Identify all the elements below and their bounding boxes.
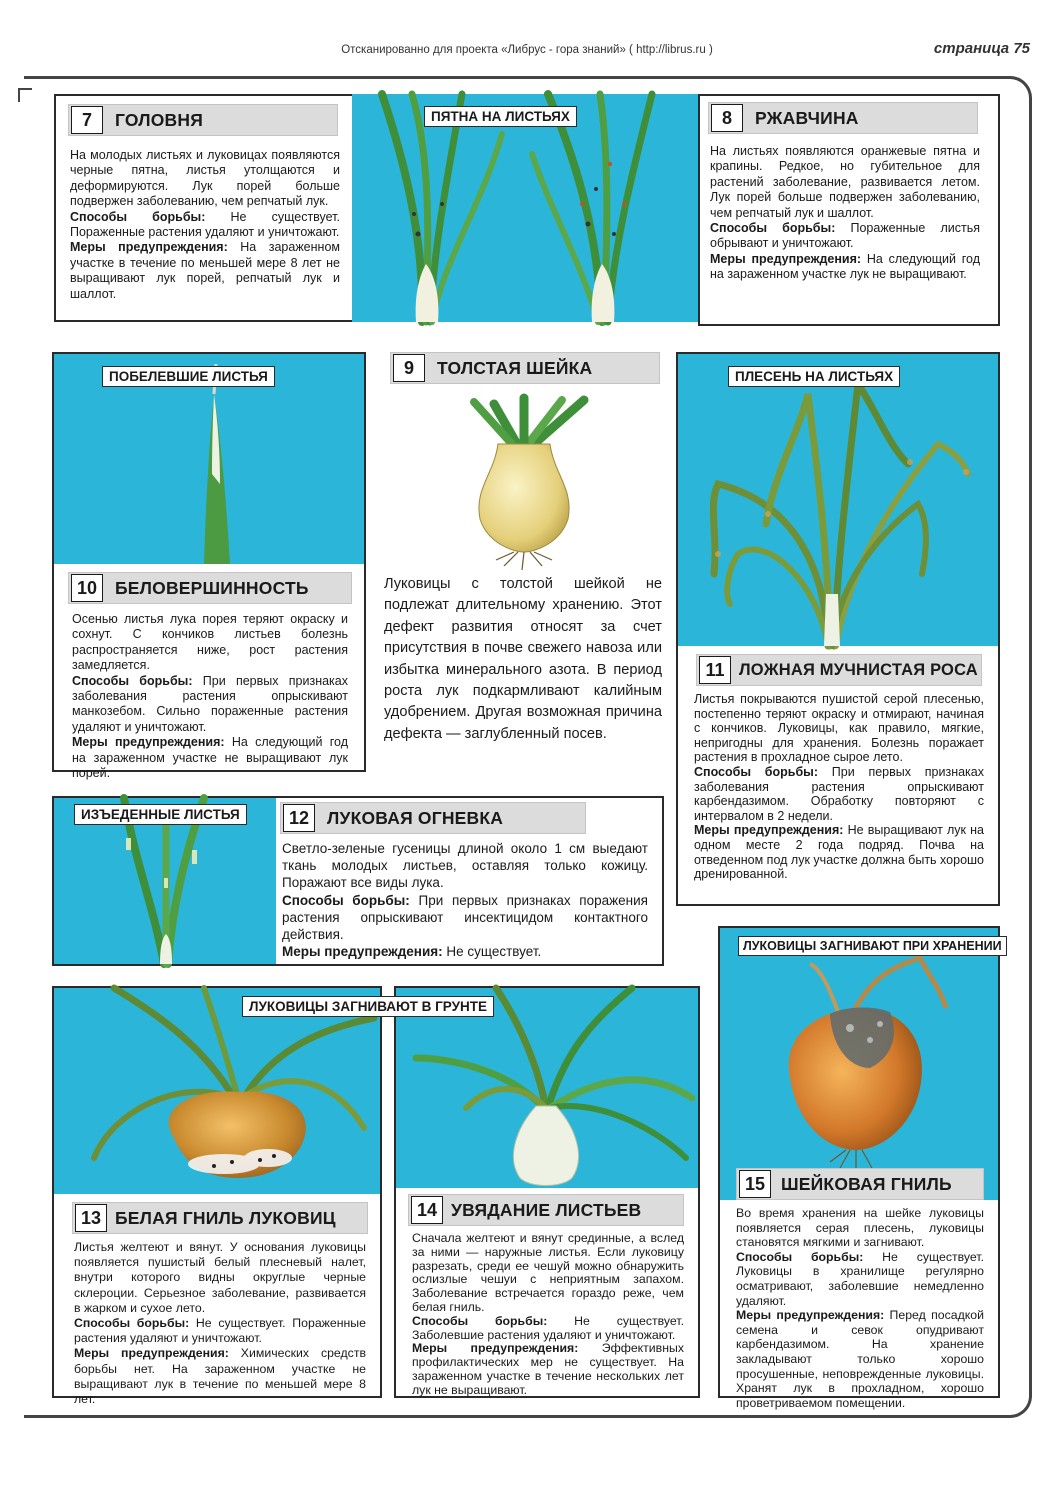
section-11-prev-label: Меры предупреждения: [694,823,844,838]
section-8-fight-label: Способы борьбы: [710,221,836,236]
thick-neck-onion-illustration [434,394,614,574]
section-12-box [52,796,664,966]
section-10-fight-label: Способы борьбы: [72,673,193,688]
section-7-title-bar [68,104,338,136]
mold-leaves-label: ПЛЕСЕНЬ НА ЛИСТЬЯХ [728,366,900,387]
section-10-prev-label: Меры предупреждения: [72,735,225,750]
section-14-text: Сначала желтеют и вянут срединные, а вслед за ними — наружные листья. Если луковицу разрезать, среди ее чешуй можно обнаружить ослизлые чешуи с неприятным запахом. Заболевание встречается гораздо реже, чем белая гниль. [412,1231,684,1314]
wilting-image [396,988,698,1188]
section-15-fight: Не существует. Луковицы в хранилище регулярно осматривают, заболевшие немедленно удаляют. [736,1249,984,1308]
section-7-prev: На зараженном участке в течение по меньшей мере 8 лет не выращивают лук порей, репчатый лук и шаллот. [70,240,340,301]
section-14-prev: Эффективных профилактических мер не существует. На зараженном участке в течение нескольких лет лук не выращивают. [412,1341,684,1397]
section-7-fight-label: Способы борьбы: [70,209,206,224]
section-13-prev-label: Меры предупреждения: [74,1346,229,1361]
section-13-number: 13 [75,1204,107,1232]
section-7-prev-label: Меры предупреждения: [70,240,228,255]
section-14-fight: Не существует. Заболевшие растения удаляют и уничтожают. [412,1313,684,1342]
section-12-prev: Не существует. [442,944,542,960]
section-15-prev-label: Меры предупреждения: [736,1308,885,1323]
section-14-number: 14 [411,1196,443,1224]
section-8-text: На листьях появляются оранжевые пятна и крапины. Редкое, но губительное для растений заболевание, развивается летом. Лук порей больше подвержен заболеванию, чем репчатый лук и шаллот. [710,144,980,220]
section-12-title-bar [280,802,586,834]
section-14-body [412,1232,684,1398]
section-8-prev-label: Меры предупреждения: [710,251,862,266]
neck-rot-onion-illustration [720,928,998,1200]
section-11-title-bar [696,654,982,686]
section-9-title-bar [390,352,660,384]
page-number: страница 75 [933,40,1030,57]
section-11-text: Листья покрываются пушистой серой плесенью, постепенно теряют окраску и отмирают, начиная с кончиков. Луковицы, как правило, мягкие, непригодны для хранения. Болезнь поражает растения в прохладное сырое лето. [694,692,984,765]
section-7-body [70,148,340,302]
section-12-title: ЛУКОВАЯ ОГНЕВКА [327,807,504,828]
section-12-prev-label: Меры предупреждения: [282,944,443,960]
section-14-box [394,986,700,1398]
section-11-number: 11 [699,656,731,684]
section-8-prev: На следующий год на зараженном участке лук не выращивают. [710,251,980,282]
section-13-title: БЕЛАЯ ГНИЛЬ ЛУКОВИЦ [115,1207,336,1228]
spots-leaves-image [352,94,698,322]
white-rot-onion-illustration [54,988,380,1194]
section-10-fight: При первых признаках заболевания растения опрыскивают манкозебом. Сильно пораженные растения удаляют и уничтожают. [72,673,348,734]
section-12-text: Светло-зеленые гусеницы длиной около 1 см выедают ткань молодых листьев, оставляя только кожицу. Поражают все виды лука. [282,841,648,891]
section-12-fight: При первых признаках поражения растения опрыскивают инсектицидом контактного действия. [282,892,648,943]
section-15-fight-label: Способы борьбы: [736,1249,864,1264]
section-15-body [736,1206,984,1410]
section-7-fight: Не существует. Пораженные растения удаляют и уничтожают. [70,209,340,240]
section-8-box [698,94,1000,326]
section-15-number: 15 [739,1170,771,1198]
section-15-prev: Перед посадкой семена и севок опудривают карбендазимом. На хранение закладывают только хорошо просушенные, неповрежденные луковицы. Хранят лук в прохладном, хорошо проветриваемом помещении. [736,1308,984,1410]
leek-spots-illustration [352,94,698,322]
section-13-box [52,986,382,1407]
scan-note: Отсканированно для проекта «Либрус - гора знаний» ( http://librus.ru ) [341,44,713,56]
wilting-onion-illustration [396,988,698,1188]
section-7-box [54,94,374,322]
mold-leek-illustration [678,354,998,646]
section-14-prev-label: Меры предупреждения: [412,1341,579,1356]
section-8-title: РЖАВЧИНА [755,107,859,128]
section-14-fight-label: Способы борьбы: [412,1313,548,1328]
whitened-leaves-image [54,354,364,564]
section-10-body [72,612,348,781]
section-8-body [710,144,980,283]
section-11-box [676,352,1000,906]
section-11-body [694,692,984,882]
section-13-text: Листья желтеют и вянут. У основания луковицы появляется пушистый белый плесневый налет, внутри которого видны округлые черные склероции. Серьезное заболевание, развивается в жарком и сухое лето. [74,1240,366,1315]
ground-rot-label: ЛУКОВИЦЫ ЗАГНИВАЮТ В ГРУНТЕ [242,996,494,1017]
section-10-number: 10 [71,574,103,602]
corner-mark [18,88,32,102]
mold-leaves-image [678,354,998,646]
storage-rot-label: ЛУКОВИЦЫ ЗАГНИВАЮТ ПРИ ХРАНЕНИИ [738,936,1007,956]
section-9-title: ТОЛСТАЯ ШЕЙКА [437,357,593,378]
section-11-fight-label: Способы борьбы: [694,764,819,779]
section-11-fight: При первых признаках заболевания растения опрыскивают карбендазимом. Обработку повторяют с интервалом в 2 недели. [694,764,984,823]
section-10-prev: На следующий год на зараженном участке не выращивают лук порей. [72,735,348,781]
section-10-title-bar [68,572,352,604]
section-13-prev: Химических средств борьбы нет. На зараженном участке не выращивают лук в течение по меньшей мере 8 лет. [74,1346,366,1407]
section-14-title: УВЯДАНИЕ ЛИСТЬЕВ [451,1199,642,1220]
section-13-title-bar [72,1202,368,1234]
section-12-body [282,840,648,960]
section-10-title: БЕЛОВЕРШИННОСТЬ [115,577,309,598]
section-14-title-bar [408,1194,684,1226]
section-10-text: Осенью листья лука порея теряют окраску и сохнут. С кончиков листьев болезнь распространяется ниже, рост растения замедляется. [72,612,348,673]
section-8-number: 8 [711,104,743,132]
section-7-text: На молодых листьях и луковицах появляются черные пятна, листья утолщаются и деформируются. Лук порей больше подвержен заболеванию, чем репчатый лук. [70,148,340,209]
section-13-body [74,1240,366,1407]
section-9-number: 9 [393,354,425,382]
section-13-fight-label: Способы борьбы: [74,1316,190,1331]
section-12-number: 12 [283,804,315,832]
section-15-title-bar [736,1168,984,1200]
eaten-leaves-image [54,798,276,964]
section-13-fight: Не существует. Пораженные растения удаляют и уничтожают. [74,1316,366,1346]
section-12-fight-label: Способы борьбы: [282,892,410,908]
whitened-leaves-label: ПОБЕЛЕВШИЕ ЛИСТЬЯ [102,366,275,387]
section-11-prev: Не выращивают лук на одном месте 2 года подряд. Почва на отведенном под лук участке должна быть хорошо дренированной. [694,823,984,882]
section-7-number: 7 [71,106,103,134]
section-10-box [52,352,366,781]
section-8-title-bar [708,102,978,134]
section-9-body: Луковицы с толстой шейкой не подлежат длительному хранению. Этот дефект развития относят за счет присутствия в почве свежего навоза или избытка минерального азота. В период роста лук подкармливают калийным удобрением. Другая возможная причина дефекта — заглубленный посев. [384,576,662,742]
section-15-title: ШЕЙКОВАЯ ГНИЛЬ [781,1173,952,1194]
white-rot-image [54,988,380,1194]
section-8-fight: Пораженные листья обрывают и уничтожают. [710,221,980,251]
section-15-box [718,926,1002,1410]
section-11-title: ЛОЖНАЯ МУЧНИСТАЯ РОСА [739,660,978,679]
eaten-leaves-label: ИЗЪЕДЕННЫЕ ЛИСТЬЯ [74,804,247,825]
spots-leaves-label: ПЯТНА НА ЛИСТЬЯХ [424,106,577,127]
section-7-title: ГОЛОВНЯ [115,109,204,130]
storage-rot-image [720,928,1002,1200]
section-15-text: Во время хранения на шейке луковицы появляется серая плесень, луковицы становятся мягкими и загнивают. [736,1206,984,1250]
